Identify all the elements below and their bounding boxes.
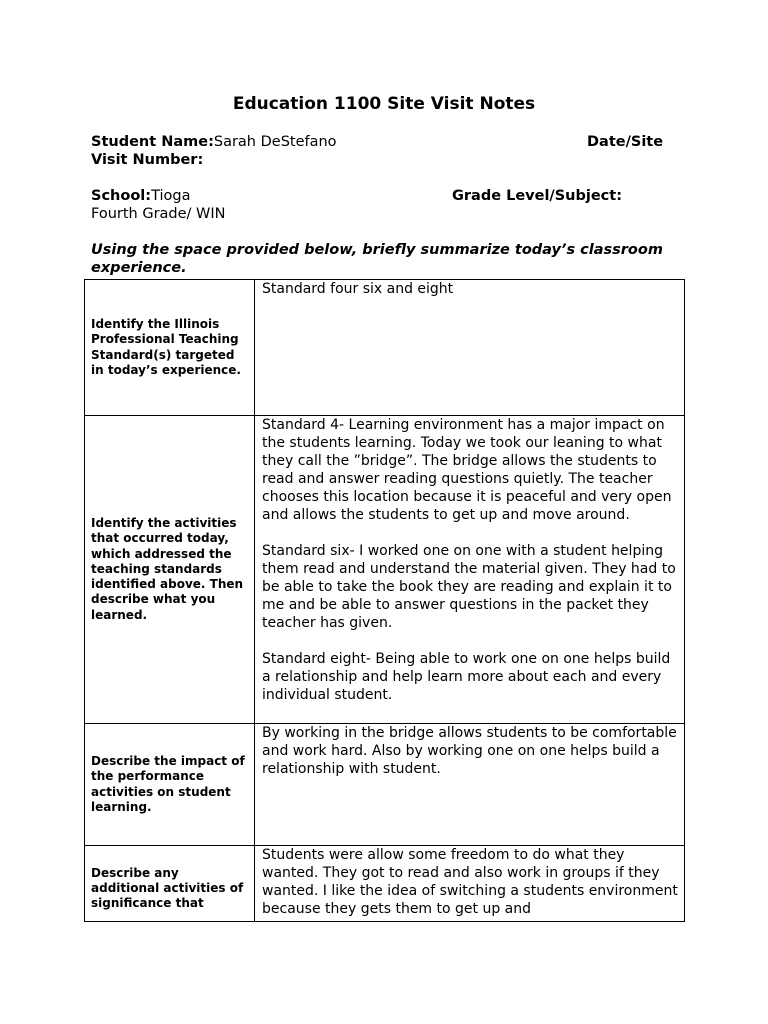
row-label-cell — [85, 724, 255, 846]
answer-paragraph: Standard four six and eight — [262, 281, 454, 297]
site-visit-notes-table — [84, 279, 685, 922]
student-name-label: Student Name: — [91, 134, 214, 150]
row-label-cell — [85, 280, 255, 416]
answer-paragraph: Standard six- I worked one on one with a student helping them read and understand the material given. They had to be able to take the book they are reading and explain it to me and be able to answer questions in the packet they teacher has given. — [262, 543, 676, 631]
answer-paragraph: Standard eight- Being able to work one on one helps build a relationship and help learn more about each and every individual student. — [262, 651, 671, 703]
table-row — [85, 724, 685, 846]
grade-level-label: Grade Level/Subject: — [452, 188, 622, 204]
table-row — [85, 416, 685, 724]
school-label: School: — [91, 188, 152, 204]
document-title: Education 1100 Site Visit Notes — [232, 94, 536, 114]
row-label: Describe any additional activities of significance that — [91, 865, 244, 911]
row-label: Identify the Illinois Professional Teaching Standard(s) targeted in today’s experience. — [91, 317, 241, 377]
row-answer-cell — [255, 280, 685, 416]
instructions-text: Using the space provided below, briefly summarize today’s classroom experience. — [91, 242, 663, 276]
answer-paragraph: Standard 4- Learning environment has a major impact on the students learning. Today we took our leaning to what they call the ”bridge”. The bridge allows the students to read and answer reading questions quietly. The teacher chooses this location because it is peaceful and very open and allows the students to get up and move around. — [262, 417, 672, 523]
visit-number-label: Visit Number: — [91, 152, 204, 168]
date-site-label: Date/Site — [587, 134, 664, 150]
school-value: Tioga — [151, 188, 191, 204]
grade-level-text: Fourth Grade/ WIN — [91, 206, 226, 222]
row-answer-cell — [255, 846, 685, 922]
row-answer-cell — [255, 724, 685, 846]
grade-level-value — [91, 206, 226, 222]
table-row — [85, 846, 685, 922]
row-label-cell — [85, 416, 255, 724]
student-name-value: Sarah DeStefano — [213, 134, 337, 150]
answer-paragraph: By working in the bridge allows students to be comfortable and work hard. Also by working one on one helps build a relationship with student. — [262, 725, 677, 777]
answer-paragraph: Students were allow some freedom to do what they wanted. They got to read and also work in groups if they wanted. I like the idea of switching a students environment because they gets them to get up and — [262, 847, 678, 917]
row-label: Identify the activities that occurred today, which addressed the teaching standards identified above. Then describe what you learned. — [91, 516, 244, 622]
table-row — [85, 280, 685, 416]
student-name-field — [91, 134, 337, 150]
row-label-cell — [85, 846, 255, 922]
row-label: Describe the impact of the performance activities on student learning. — [91, 754, 245, 814]
row-answer-cell — [255, 416, 685, 724]
school-field — [91, 188, 190, 204]
